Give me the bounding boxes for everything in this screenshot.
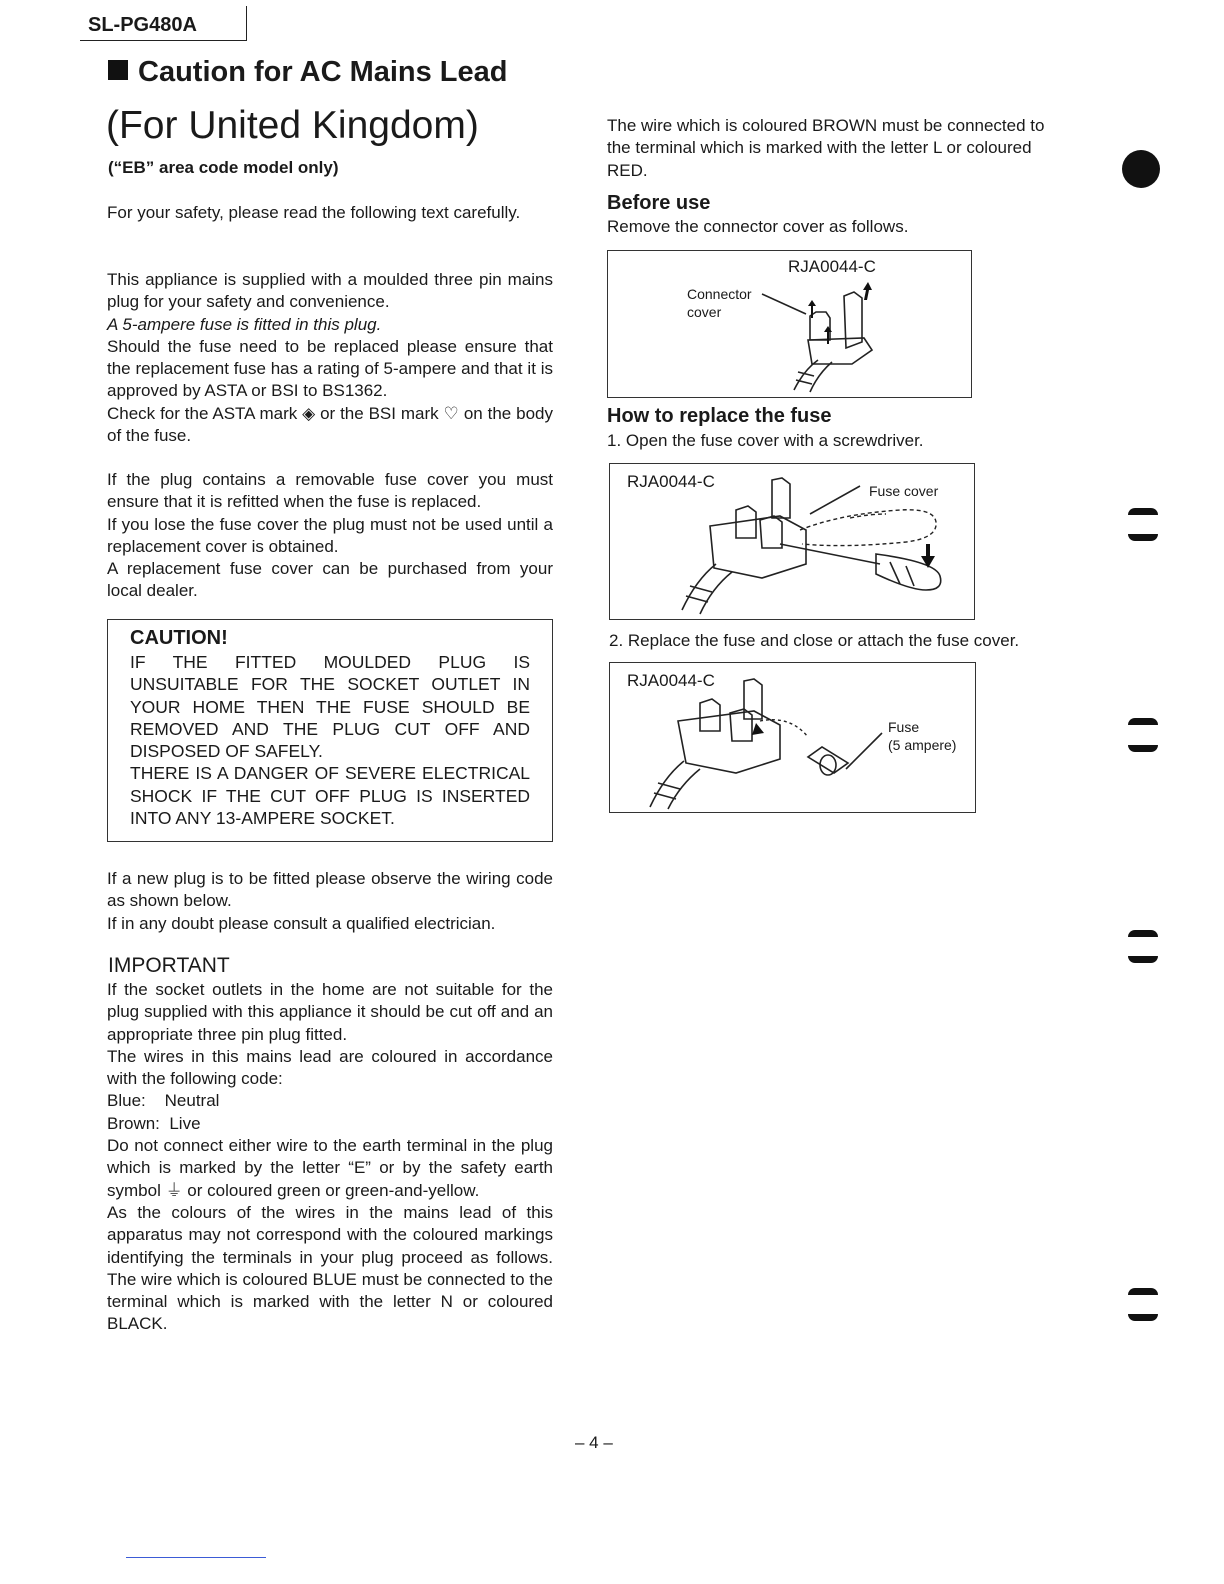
important-title: IMPORTANT bbox=[108, 954, 230, 977]
important-line: Do not connect either wire to the earth terminal in the plug which is marked by the letter “E” or by the safety earth symbol ⏚ or coloured green or green-and-yellow. bbox=[107, 1136, 553, 1200]
registration-mark-icon bbox=[1128, 930, 1158, 937]
caution-line: IF THE FITTED MOULDED PLUG IS UNSUITABLE FOR THE SOCKET OUTLET IN YOUR HOME THEN THE FUSE SHOULD BE REMOVED AND THE PLUG CUT OFF AND DISPOSED OF SAFELY. bbox=[130, 652, 530, 762]
section-title-text: Caution for AC Mains Lead bbox=[138, 56, 508, 88]
supply-paragraph bbox=[107, 269, 553, 447]
new-plug-line: If in any doubt please consult a qualified electrician. bbox=[107, 913, 496, 933]
connector-cover-label: Connector cover bbox=[687, 286, 752, 320]
brown-wire-paragraph bbox=[607, 115, 1055, 182]
figure-code: RJA0044-C bbox=[627, 472, 715, 491]
plug-with-connector-cover-icon bbox=[748, 276, 888, 396]
step-1-text: 1. Open the fuse cover with a screwdriver. bbox=[607, 431, 924, 450]
registration-mark-icon bbox=[1128, 745, 1158, 752]
registration-mark-icon bbox=[1128, 956, 1158, 963]
important-line: Brown: Live bbox=[107, 1113, 201, 1133]
registration-mark-icon bbox=[1128, 1314, 1158, 1321]
registration-mark-icon bbox=[1128, 508, 1158, 515]
caution-line: THERE IS A DANGER OF SEVERE ELECTRICAL SHOCK IF THE CUT OFF PLUG IS INSERTED INTO ANY 13-AMPERE SOCKET. bbox=[130, 763, 530, 829]
plug-and-screwdriver-icon bbox=[650, 474, 970, 619]
figure-code: RJA0044-C bbox=[788, 257, 876, 276]
supply-line: Check for the ASTA mark ◈ or the BSI mark ♡ on the body of the fuse. bbox=[107, 403, 553, 446]
footer-rule bbox=[126, 1557, 266, 1558]
brown-wire-text: The wire which is coloured BROWN must be connected to the terminal which is marked with the letter L or coloured RED. bbox=[607, 116, 1045, 180]
important-line: Blue: Neutral bbox=[107, 1091, 220, 1111]
fuse-cover-paragraph bbox=[107, 469, 553, 603]
subtitle: (For United Kingdom) bbox=[106, 104, 479, 147]
fuse-cover-line: If the plug contains a removable fuse cover you must ensure that it is refitted when the fuse is replaced. bbox=[107, 470, 553, 512]
registration-mark-icon bbox=[1128, 718, 1158, 725]
supply-line: Should the fuse need to be replaced please ensure that the replacement fuse has a rating of 5-ampere and that it is approved by ASTA or BSI to BS1362. bbox=[107, 336, 553, 401]
intro-text: For your safety, please read the following text carefully. bbox=[107, 203, 521, 222]
registration-dot-icon bbox=[1122, 150, 1160, 188]
connector-cover-figure bbox=[607, 250, 972, 398]
page-number: – 4 – bbox=[575, 1433, 613, 1452]
header-rule bbox=[80, 40, 247, 41]
new-plug-line: If a new plug is to be fitted please observe the wiring code as shown below. bbox=[107, 869, 553, 911]
supply-line: This appliance is supplied with a moulded three pin mains plug for your safety and convenience. bbox=[107, 270, 553, 312]
new-plug-paragraph bbox=[107, 868, 553, 935]
important-line: If the socket outlets in the home are not suitable for the plug supplied with this appliance it should be cut off and an appropriate three pin plug fitted. bbox=[107, 980, 553, 1044]
important-line: As the colours of the wires in the mains lead of this apparatus may not correspond with the coloured markings identifying the terminals in your plug proceed as follows. The wire which is coloured BLUE must be connected to the terminal which is marked with the letter N or coloured BLACK. bbox=[107, 1202, 553, 1334]
intro-paragraph bbox=[107, 202, 553, 224]
before-use-text: Remove the connector cover as follows. bbox=[607, 217, 909, 236]
fuse-label: Fuse (5 ampere) bbox=[888, 719, 957, 753]
supply-line: A 5-ampere fuse is fitted in this plug. bbox=[107, 314, 382, 334]
important-line: The wires in this mains lead are coloured in accordance with the following code: bbox=[107, 1046, 553, 1089]
section-title bbox=[108, 56, 508, 89]
fuse-cover-label: Fuse cover bbox=[869, 483, 939, 499]
important-paragraph bbox=[107, 979, 553, 1336]
open-fuse-cover-figure bbox=[609, 463, 975, 620]
replace-fuse-title: How to replace the fuse bbox=[607, 405, 832, 427]
plug-and-fuse-icon bbox=[630, 673, 890, 813]
fuse-cover-line: A replacement fuse cover can be purchased from your local dealer. bbox=[107, 559, 553, 601]
registration-mark-icon bbox=[1128, 534, 1158, 541]
figure-code: RJA0044-C bbox=[627, 671, 715, 690]
header-rule-vertical bbox=[246, 6, 247, 41]
square-bullet-icon bbox=[108, 60, 128, 80]
fuse-cover-line: If you lose the fuse cover the plug must not be used until a replacement cover is obtained. bbox=[107, 514, 553, 556]
step-2-text: 2. Replace the fuse and close or attach the fuse cover. bbox=[609, 631, 1020, 650]
caution-text bbox=[130, 651, 530, 829]
model-number: SL-PG480A bbox=[88, 14, 197, 36]
replace-fuse-figure bbox=[609, 662, 976, 813]
registration-mark-icon bbox=[1128, 1288, 1158, 1295]
caution-title: CAUTION! bbox=[130, 627, 228, 649]
area-note: (“EB” area code model only) bbox=[108, 158, 339, 177]
before-use-title: Before use bbox=[607, 192, 711, 214]
